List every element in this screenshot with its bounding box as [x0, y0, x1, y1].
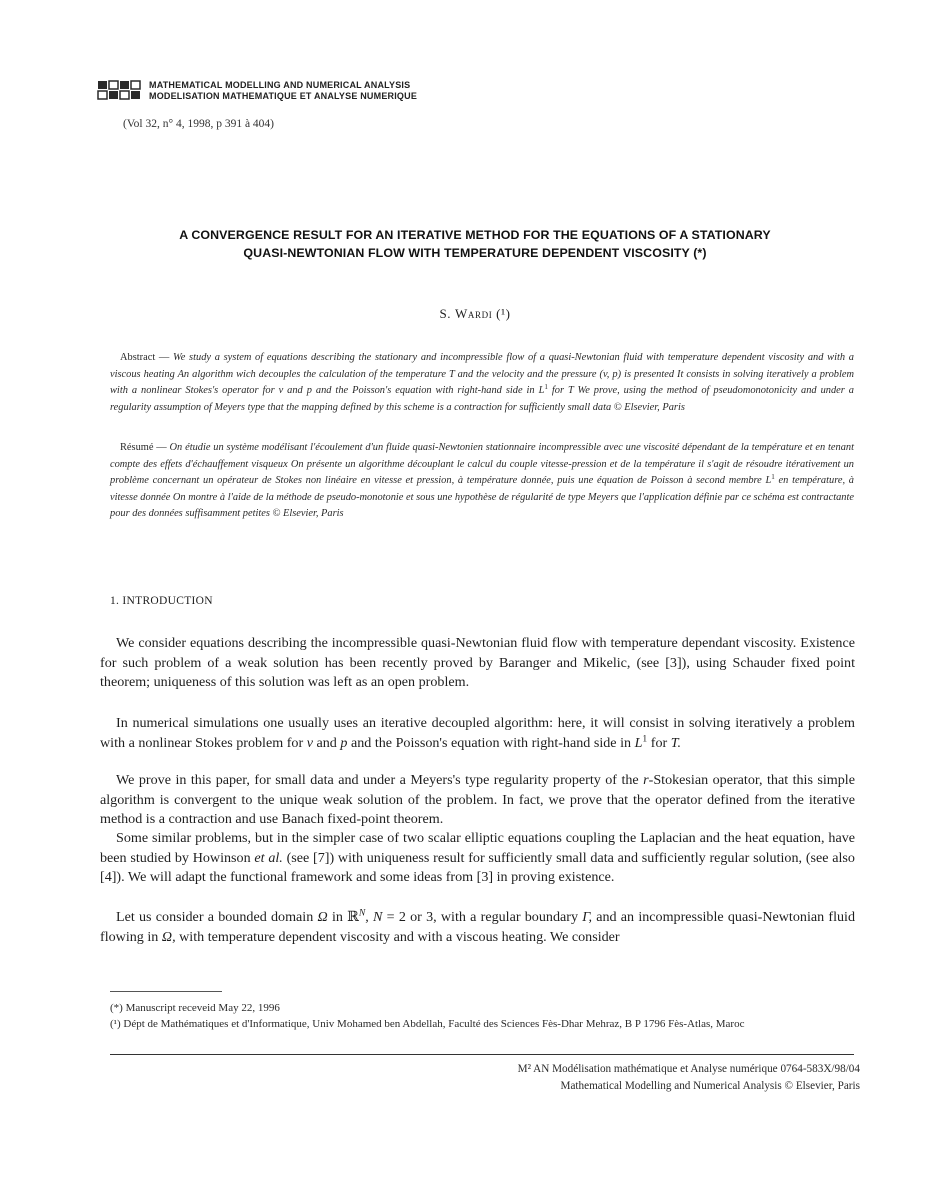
resume-sup: 1: [771, 473, 775, 482]
paragraph-3: [100, 771, 855, 830]
abstract-lead: Abstract —: [120, 352, 170, 363]
paper-title-line-2: QUASI-NEWTONIAN FLOW WITH TEMPERATURE DEPENDENT VISCOSITY (*): [243, 246, 707, 260]
section-heading: 1. INTRODUCTION: [110, 595, 213, 607]
p3-var-r: r: [643, 772, 649, 788]
abstract-sup: 1: [544, 383, 548, 392]
p4-text-a: Some similar problems, but in the simpler case of two scalar elliptic equations coupling the Laplacian and the heat equation, have been studied by Howinson: [100, 830, 855, 866]
journal-footer-line-1: M² AN Modélisation mathématique et Analyse numérique 0764-583X/98/04: [517, 1063, 860, 1075]
journal-logo: [97, 79, 143, 101]
p5-text-b: in: [331, 909, 343, 925]
p3-text-b: -Stokesian operator, that this simple algorithm is convergent to the unique weak solution of the problem. In fact, we prove that the operator defined from the iterative method is a contraction and use Banach fixed-point theorem.: [100, 772, 855, 828]
p4-et-al: et al.: [254, 849, 283, 866]
paragraph-5: [100, 908, 855, 947]
p5-sup-N: N: [358, 907, 366, 919]
p2-sup: 1: [642, 733, 648, 745]
p2-text-c: and the Poisson's equation with right-hand side in: [350, 734, 632, 751]
p4-text-b: (see [7]) with uniqueness result for sufficiently small data and sufficiently regular solution, (see also [4]). We will adapt the functional framework and some ideas from [3] in proving existence.: [100, 849, 855, 886]
footnote-2: (¹) Dépt de Mathématiques et d'Informatique, Univ Mohamed ben Abdellah, Faculté des Sciences Fès-Dhar Mehraz, B P 1796 Fès-Atlas, Maroc: [110, 1018, 745, 1030]
p5-text-d: = 2 or 3, with a regular boundary: [386, 909, 578, 925]
p5-text-a: Let us consider a bounded domain: [116, 909, 314, 925]
p2-text-b: and: [316, 734, 337, 751]
resume-text-1: On étudie un système modélisant l'écoulement d'un fluide quasi-Newtonien stationnaire incompressible avec une viscosité dépendant de la température et en tenant compte des effets d'échauffement visqueux On présente un algorithme découplant le calcul du couple vitesse-pression et de la température il s'agit de résoudre itérativement un problème concernant un opérateur de Stokes non linéaire en vitesse et pression, à température donnée, puis une équation de Poisson à second membre L: [110, 442, 854, 487]
author: [0, 306, 930, 322]
p5-text-f: with temperature dependent viscosity and with a viscous heating. We consider: [179, 928, 620, 945]
p5-real-R: ℝ: [347, 909, 359, 925]
p2-var-v: v: [306, 734, 313, 751]
resume-text-2: en température, à vitesse donnée On montre à l'aide de la méthode de pseudo-monotonie et sous une hypothèse de régularité de type Meyers que l'application définie par ce schéma est contractante pour des données suffisamment petites © Elsevier, Paris: [110, 475, 854, 520]
abstract-text-2: for T We prove, using the method of pseudomonotonicity and under a regularity assumption of Meyers type that the mapping defined by this scheme is a contraction for sufficiently small data © Elsevier, Paris: [110, 385, 854, 413]
p2-var-p: p: [340, 734, 348, 751]
paragraph-2: [100, 714, 855, 753]
footnote-rule: [110, 991, 222, 992]
p2-text-d: for: [650, 734, 668, 751]
resume-lead: Résumé —: [120, 442, 167, 453]
p5-var-N: N: [373, 909, 383, 925]
p5-text-e: and an incompressible quasi-Newtonian fluid flowing in: [100, 909, 856, 945]
footnote-1: (*) Manuscript receveid May 22, 1996: [110, 1002, 280, 1014]
paper-title-line-1: A CONVERGENCE RESULT FOR AN ITERATIVE METHOD FOR THE EQUATIONS OF A STATIONARY: [179, 228, 771, 242]
abstract-text-1: We study a system of equations describing the stationary and incompressible flow of a quasi-Newtonian fluid with temperature dependent viscosity and with a viscous heating An algorithm wich decouples the calculation of the temperature T and the velocity and the pressure (v, p) is presented It consists in solving iteratively a problem with a nonlinear Stokes's operator for v and p and the Poisson's equation with right-hand side in L: [110, 352, 854, 397]
p2-text-a: In numerical simulations one usually uses an iterative decoupled algorithm: here, it will consist in solving iteratively a problem with a nonlinear Stokes problem for: [100, 715, 855, 751]
page-footer-rule: [110, 1054, 854, 1055]
journal-name-fr: MODELISATION MATHEMATIQUE ET ANALYSE NUMERIQUE: [149, 91, 418, 101]
paragraph-4: [100, 829, 855, 888]
p5-gamma: Γ,: [582, 909, 592, 925]
p5-omega: Ω: [317, 909, 328, 925]
journal-name-en: MATHEMATICAL MODELLING AND NUMERICAL ANALYSIS: [149, 80, 411, 90]
p1-text: We consider equations describing the incompressible quasi-Newtonian fluid flow with temperature dependant viscosity. Existence for such problem of a weak solution has been recently proved by Baranger and Mikelic, (see [3]), using Schauder fixed point theorem; uniqueness of this solution was left as an open problem.: [100, 635, 855, 691]
p2-var-T: T.: [670, 734, 682, 751]
paragraph-1: [100, 634, 855, 693]
abstract: [110, 350, 854, 416]
p3-text-a: We prove in this paper, for small data and under a Meyers's type regularity property of the: [116, 772, 639, 788]
author-initial: S.: [439, 306, 452, 321]
volume-reference: (Vol 32, n° 4, 1998, p 391 à 404): [123, 118, 275, 130]
resume: [110, 440, 854, 523]
p5-text-c: ,: [365, 909, 369, 925]
p2-var-L: L: [634, 734, 643, 751]
p5-omega-2: Ω,: [161, 928, 176, 945]
journal-footer-line-2: Mathematical Modelling and Numerical Analysis © Elsevier, Paris: [560, 1080, 860, 1092]
author-surname: Wardi: [455, 306, 493, 321]
author-footnote-mark: (¹): [496, 306, 511, 321]
